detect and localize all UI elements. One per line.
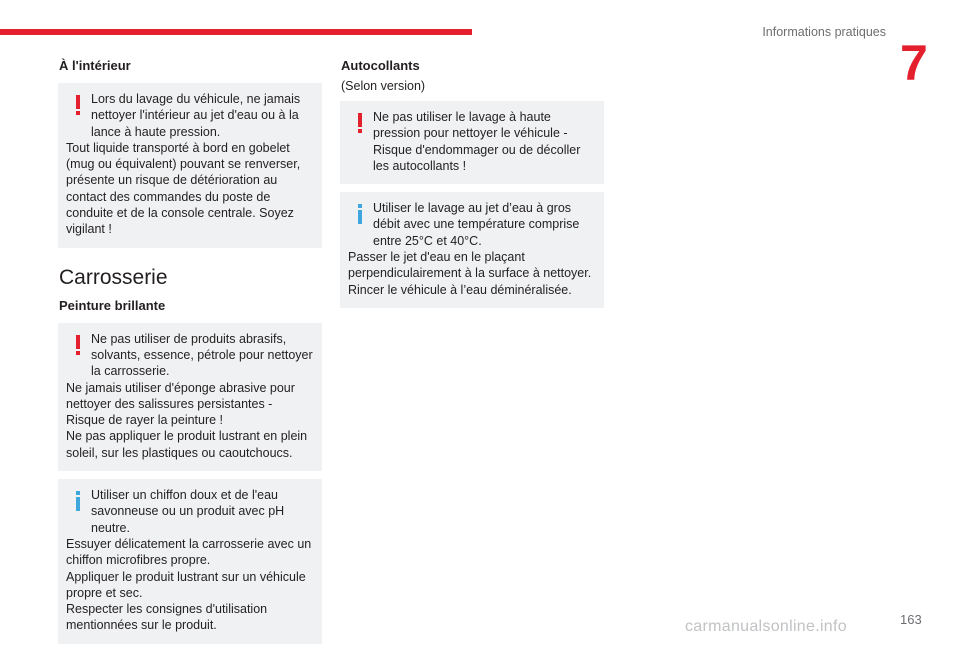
warning-icon xyxy=(348,111,372,135)
interior-warning-line-1: Lors du lavage du véhicule, ne jamais nettoyer l'intérieur au jet d'eau ou à la lance à haute pression. xyxy=(91,92,301,139)
interior-heading: À l'intérieur xyxy=(59,58,131,73)
stickers-warning-line-1: Ne pas utiliser le lavage à haute pression pour nettoyer le véhicule - Risque d'endommager ou de décoller les autocollants ! xyxy=(373,110,581,173)
stickers-info-box xyxy=(340,192,604,308)
stickers-heading: Autocollants xyxy=(341,58,420,73)
chapter-number: 7 xyxy=(900,35,928,91)
info-icon xyxy=(66,489,90,513)
paint-warning-box xyxy=(58,323,322,471)
paint-warning-line-3: Ne pas appliquer le produit lustrant en plein soleil, sur les plastiques ou caoutchoucs. xyxy=(66,429,308,460)
page-number: 163 xyxy=(900,612,922,627)
paint-heading: Peinture brillante xyxy=(59,297,166,313)
warning-icon xyxy=(66,333,90,357)
paint-info-line-4: Respecter les consignes d'utilisation mentionnées sur le produit. xyxy=(66,602,268,633)
watermark: carmanualsonline.info xyxy=(685,618,847,635)
paint-info-line-3: Appliquer le produit lustrant sur un véhicule propre et sec. xyxy=(66,569,306,600)
section-title: Informations pratiques xyxy=(762,25,886,39)
stickers-info-line-3: Rincer le véhicule à l’eau déminéralisée. xyxy=(348,282,572,297)
body-heading: Carrosserie xyxy=(59,265,168,289)
left-column xyxy=(58,58,322,652)
interior-warning-line-2: Tout liquide transporté à bord en gobelet (mug ou équivalent) pouvant se renverser, présente un risque de détérioration au contact des commandes du poste de conduite et de la console centrale. Soyez vigilant ! xyxy=(66,140,301,237)
stickers-subtitle: (Selon version) xyxy=(341,79,426,93)
paint-warning-line-2: Ne jamais utiliser d'éponge abrasive pour nettoyer des salissures persistantes - Risque de rayer la peinture ! xyxy=(66,380,295,428)
stickers-warning-box xyxy=(340,101,604,184)
info-icon xyxy=(348,202,372,226)
interior-warning-box xyxy=(58,83,322,248)
paint-info-line-2: Essuyer délicatement la carrosserie avec un chiffon microfibres propre. xyxy=(66,536,312,568)
paint-warning-line-1: Ne pas utiliser de produits abrasifs, solvants, essence, pétrole pour nettoyer la carrosserie. xyxy=(91,331,313,379)
stickers-info-line-1: Utiliser le lavage au jet d’eau à gros débit avec une température comprise entre 25°C et 40°C. xyxy=(373,201,580,248)
header-accent-bar xyxy=(0,29,472,35)
right-column xyxy=(340,58,604,316)
warning-icon xyxy=(66,93,90,117)
paint-info-box xyxy=(58,479,322,644)
stickers-info-line-2: Passer le jet d'eau en le plaçant perpendiculairement à la surface à nettoyer. xyxy=(348,250,592,281)
paint-info-line-1: Utiliser un chiffon doux et de l'eau savonneuse ou un produit avec pH neutre. xyxy=(91,488,285,535)
